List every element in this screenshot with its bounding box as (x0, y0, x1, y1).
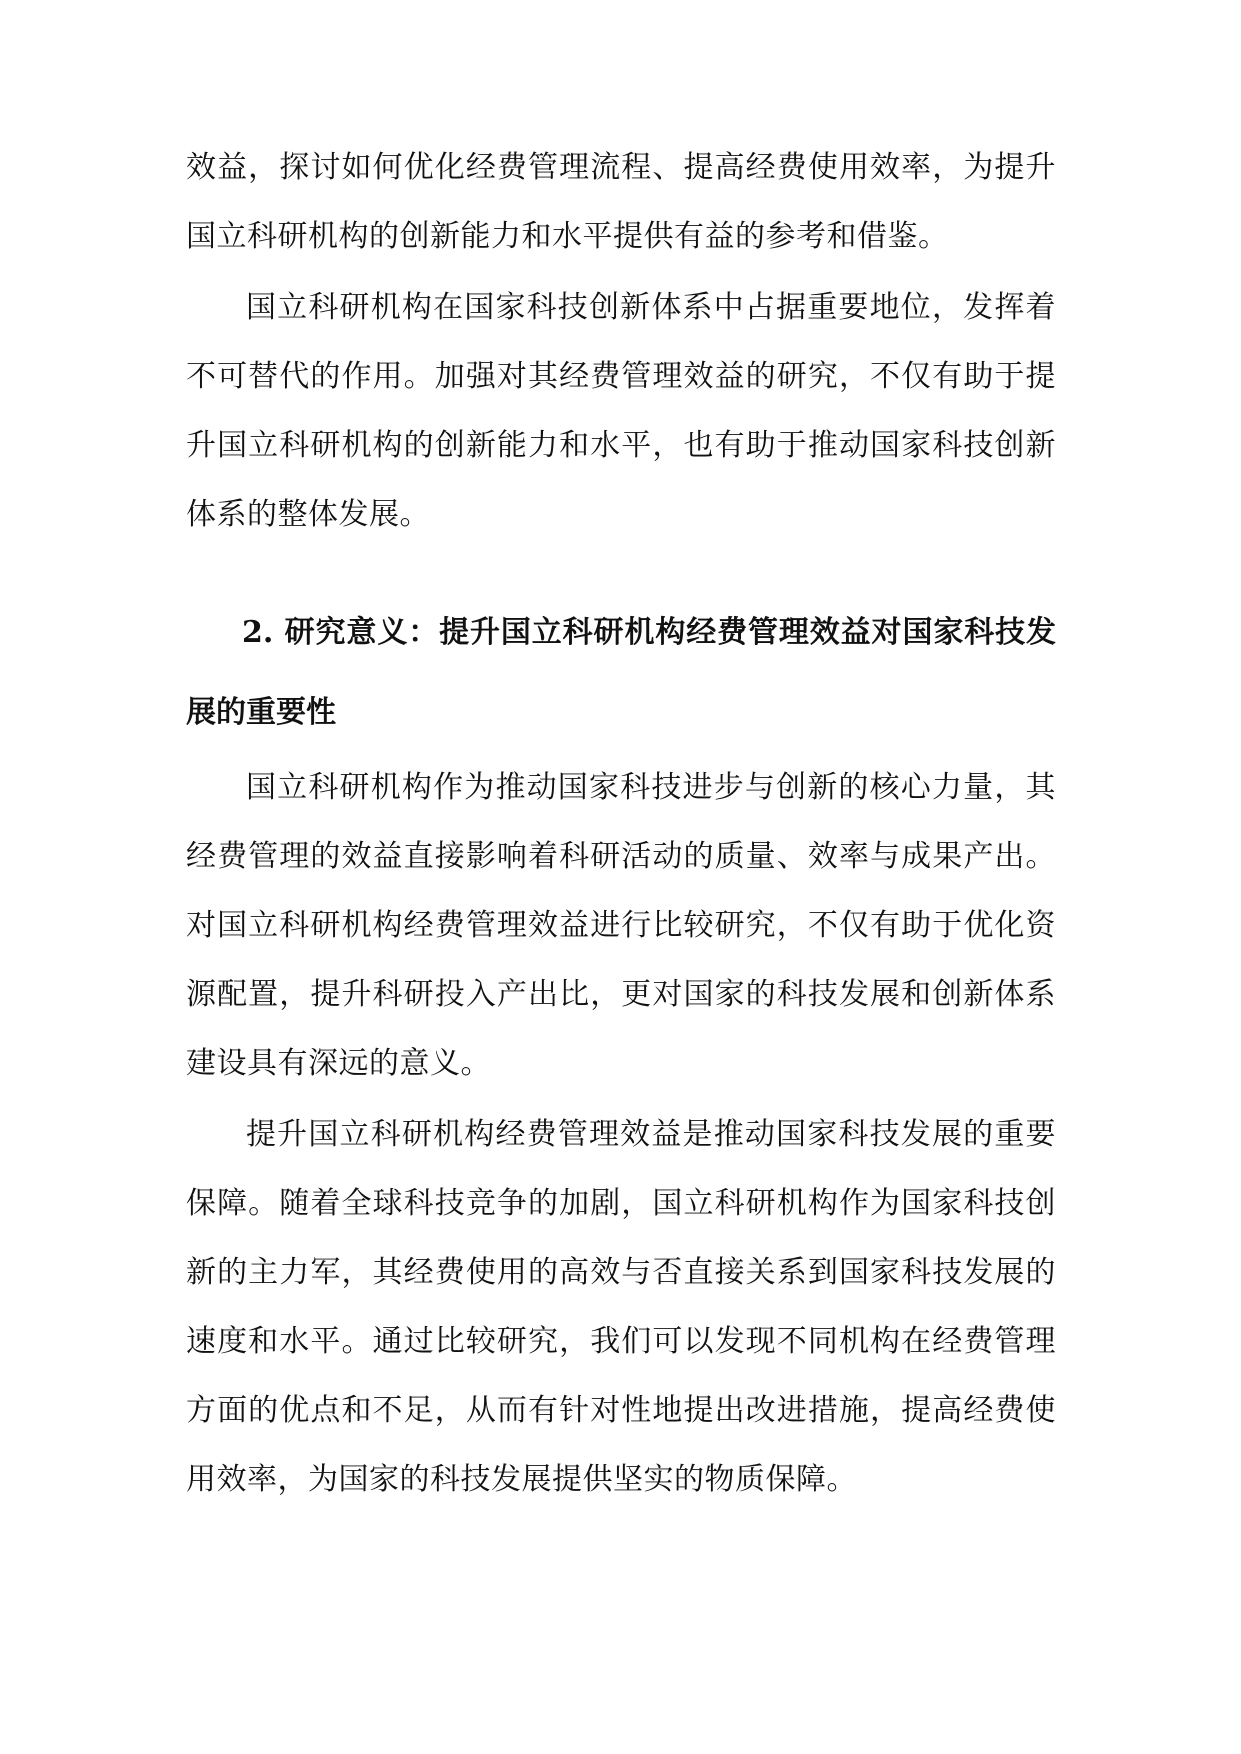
section-title: 研究意义：提升国立科研机构经费管理效益对国家科技发展的重要性 (186, 615, 1057, 730)
paragraph-continuation: 效益，探讨如何优化经费管理流程、提高经费使用效率，为提升国立科研机构的创新能力和水平提供有益的参考和借鉴。 (186, 150, 1056, 254)
section-heading (186, 593, 1056, 753)
section-number: 2. (242, 615, 285, 650)
document-body (186, 133, 1056, 1514)
paragraph-guarantee: 提升国立科研机构经费管理效益是推动国家科技发展的重要保障。随着全球科技竞争的加剧，国立科研机构作为国家科技创新的主力军，其经费使用的高效与否直接关系到国家科技发展的速度和水平。通过比较研究，我们可以发现不同机构在经费管理方面的优点和不足，从而有针对性地提出改进措施，提高经费使用效率，为国家的科技发展提供坚实的物质保障。 (186, 1117, 1056, 1497)
paragraph-core-force: 国立科研机构作为推动国家科技进步与创新的核心力量，其经费管理的效益直接影响着科研活动的质量、效率与成果产出。对国立科研机构经费管理效益进行比较研究，不仅有助于优化资源配置，提升科研投入产出比，更对国家的科技发展和创新体系建设具有深远的意义。 (186, 770, 1056, 1081)
paragraph-importance: 国立科研机构在国家科技创新体系中占据重要地位，发挥着不可替代的作用。加强对其经费管理效益的研究，不仅有助于提升国立科研机构的创新能力和水平，也有助于推动国家科技创新体系的整体发展。 (186, 290, 1056, 532)
